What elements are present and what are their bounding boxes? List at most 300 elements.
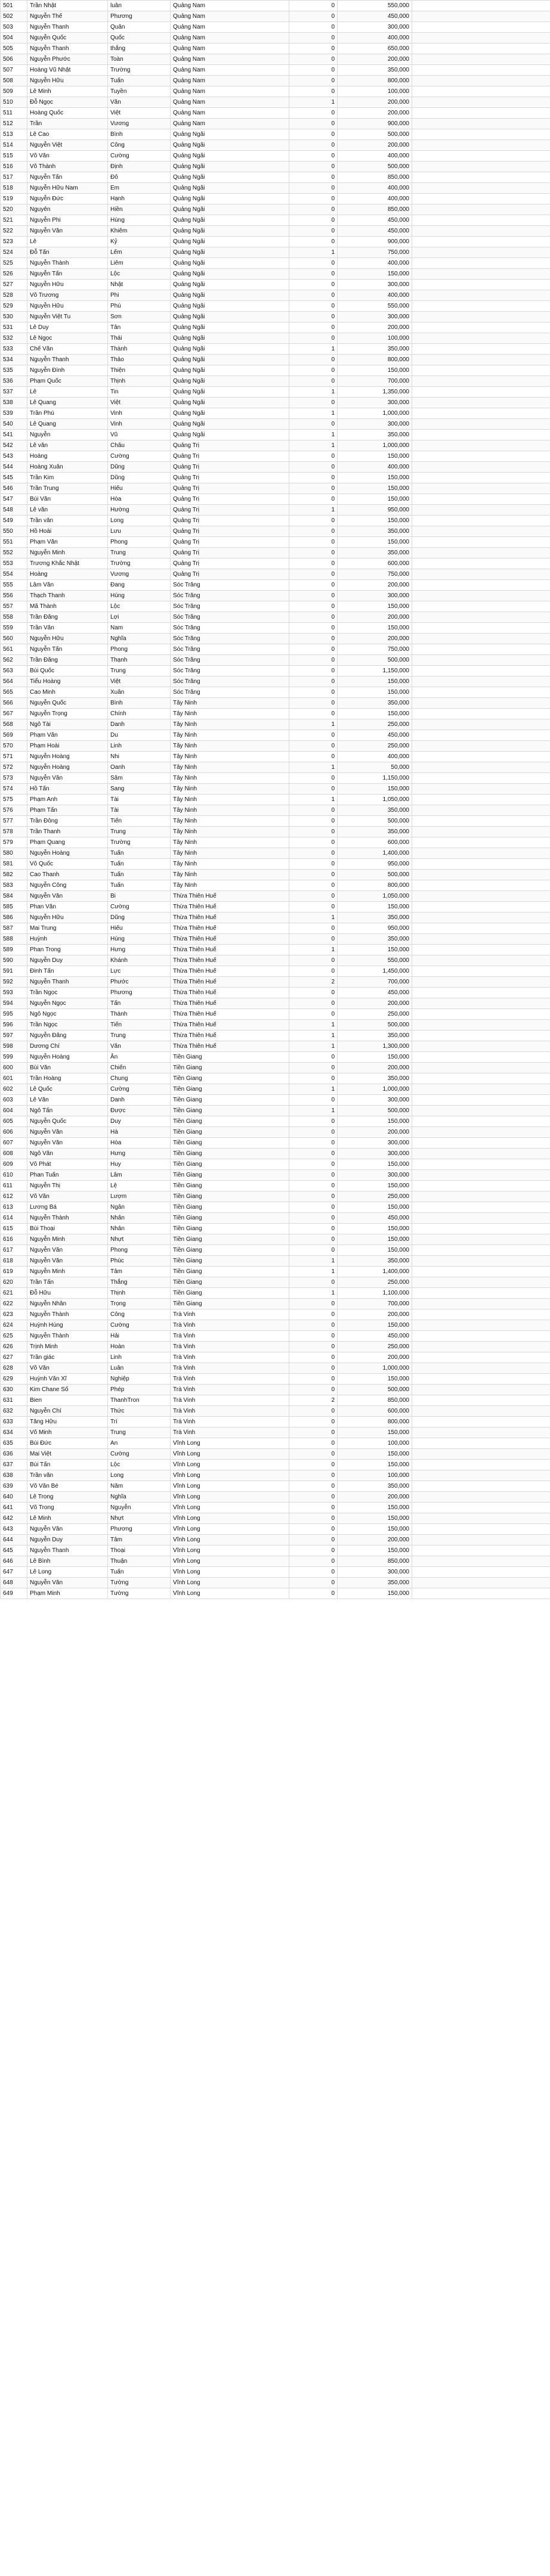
cell-tinh: Quảng Ngãi (171, 365, 289, 376)
cell-ten: Nghĩa (108, 1492, 171, 1503)
cell-empty (412, 762, 550, 773)
cell-so-luong: 1 (289, 945, 338, 955)
cell-stt: 550 (1, 526, 27, 537)
cell-so-tien: 350,000 (338, 827, 412, 837)
cell-empty (412, 1041, 550, 1052)
table-row (1, 290, 550, 301)
cell-ten: Tâm (108, 1267, 171, 1277)
cell-stt: 617 (1, 1245, 27, 1256)
cell-ho-dem: Trương Khắc Nhật (27, 558, 108, 569)
cell-stt: 505 (1, 44, 27, 54)
cell-so-tien: 850,000 (338, 172, 412, 183)
cell-tinh: Tiền Giang (171, 1213, 289, 1224)
cell-ten: Chính (108, 709, 171, 719)
cell-stt: 521 (1, 215, 27, 226)
cell-empty (412, 580, 550, 591)
cell-tinh: Quảng Ngãi (171, 430, 289, 440)
cell-tinh: Trà Vinh (171, 1406, 289, 1417)
table-row (1, 1116, 550, 1127)
cell-so-luong: 0 (289, 569, 338, 580)
cell-so-luong: 0 (289, 859, 338, 870)
cell-empty (412, 387, 550, 398)
cell-tinh: Quảng Nam (171, 54, 289, 65)
cell-ten: Lệ (108, 1181, 171, 1191)
cell-ten: Hòa (108, 1138, 171, 1149)
cell-ho-dem: Phạm Anh (27, 794, 108, 805)
table-row (1, 580, 550, 591)
table-row (1, 1181, 550, 1191)
cell-ho-dem: Ngô Tài (27, 719, 108, 730)
cell-tinh: Quảng Nam (171, 65, 289, 76)
table-row (1, 1288, 550, 1299)
cell-so-luong: 0 (289, 1320, 338, 1331)
cell-tinh: Thừa Thiên Huế (171, 945, 289, 955)
cell-so-tien: 400,000 (338, 33, 412, 44)
cell-tinh: Sóc Trăng (171, 580, 289, 591)
cell-stt: 639 (1, 1481, 27, 1492)
table-row (1, 172, 550, 183)
table-row (1, 247, 550, 258)
table-row (1, 237, 550, 247)
table-row (1, 505, 550, 516)
cell-so-luong: 0 (289, 1, 338, 11)
cell-ten: Văn (108, 97, 171, 108)
cell-ten: Trí (108, 1417, 171, 1427)
cell-stt: 527 (1, 280, 27, 290)
cell-so-luong: 0 (289, 1202, 338, 1213)
cell-stt: 564 (1, 676, 27, 687)
cell-stt: 574 (1, 784, 27, 794)
cell-so-luong: 0 (289, 837, 338, 848)
cell-so-luong: 0 (289, 1513, 338, 1524)
table-row (1, 398, 550, 408)
cell-so-luong: 0 (289, 33, 338, 44)
cell-empty (412, 1202, 550, 1213)
cell-tinh: Quảng Ngãi (171, 322, 289, 333)
cell-ho-dem: Trần Tấn (27, 1277, 108, 1288)
cell-so-tien: 950,000 (338, 505, 412, 516)
cell-so-luong: 0 (289, 1224, 338, 1234)
table-row (1, 129, 550, 140)
cell-so-tien: 400,000 (338, 194, 412, 204)
cell-stt: 545 (1, 473, 27, 483)
cell-so-luong: 1 (289, 97, 338, 108)
cell-empty (412, 859, 550, 870)
cell-stt: 596 (1, 1020, 27, 1031)
cell-so-tien: 750,000 (338, 247, 412, 258)
cell-stt: 619 (1, 1267, 27, 1277)
cell-so-tien: 300,000 (338, 1170, 412, 1181)
cell-so-luong: 2 (289, 1395, 338, 1406)
cell-stt: 632 (1, 1406, 27, 1417)
cell-empty (412, 1460, 550, 1470)
cell-empty (412, 1288, 550, 1299)
cell-tinh: Tây Ninh (171, 827, 289, 837)
cell-so-luong: 0 (289, 623, 338, 634)
cell-so-tien: 350,000 (338, 526, 412, 537)
cell-ho-dem: Ngô Tấn (27, 1106, 108, 1116)
cell-so-luong: 0 (289, 548, 338, 558)
table-row (1, 784, 550, 794)
cell-stt: 572 (1, 762, 27, 773)
cell-tinh: Vĩnh Long (171, 1567, 289, 1578)
cell-tinh: Tiền Giang (171, 1159, 289, 1170)
cell-so-luong: 0 (289, 709, 338, 719)
cell-ho-dem: Đỗ Ngọc (27, 97, 108, 108)
cell-ho-dem: Nguyễn Tấn (27, 172, 108, 183)
cell-ten: Nghiệp (108, 1374, 171, 1385)
cell-tinh: Quảng Trị (171, 494, 289, 505)
cell-so-tien: 700,000 (338, 1299, 412, 1309)
cell-tinh: Quảng Nam (171, 97, 289, 108)
cell-so-tien: 900,000 (338, 119, 412, 129)
cell-ho-dem: Lê Bình (27, 1556, 108, 1567)
table-row (1, 1427, 550, 1438)
cell-stt: 517 (1, 172, 27, 183)
cell-stt: 618 (1, 1256, 27, 1267)
cell-stt: 581 (1, 859, 27, 870)
cell-so-tien: 150,000 (338, 1449, 412, 1460)
cell-so-tien: 350,000 (338, 65, 412, 76)
cell-so-luong: 0 (289, 1116, 338, 1127)
cell-ten: thắng (108, 44, 171, 54)
cell-stt: 649 (1, 1588, 27, 1599)
cell-so-tien: 350,000 (338, 1578, 412, 1588)
cell-so-luong: 0 (289, 333, 338, 344)
table-row (1, 65, 550, 76)
cell-empty (412, 1073, 550, 1084)
cell-empty (412, 129, 550, 140)
cell-ho-dem: Lê Quang (27, 398, 108, 408)
cell-so-luong: 0 (289, 537, 338, 548)
table-row (1, 623, 550, 634)
table-row (1, 827, 550, 837)
cell-so-tien: 250,000 (338, 1009, 412, 1020)
cell-so-luong: 0 (289, 162, 338, 172)
cell-empty (412, 1513, 550, 1524)
cell-ho-dem: Nguyễn Quốc (27, 698, 108, 709)
cell-stt: 573 (1, 773, 27, 784)
cell-ho-dem: Bùi Quốc (27, 666, 108, 676)
cell-so-tien: 300,000 (338, 1567, 412, 1578)
cell-so-luong: 0 (289, 752, 338, 762)
cell-so-luong: 0 (289, 870, 338, 880)
cell-tinh: Tiền Giang (171, 1127, 289, 1138)
cell-ho-dem: Nguyễn Quốc (27, 33, 108, 44)
cell-ho-dem: Nguyễn Tấn (27, 644, 108, 655)
cell-so-tien: 450,000 (338, 226, 412, 237)
table-row (1, 1320, 550, 1331)
cell-ten: Phú (108, 301, 171, 312)
cell-ho-dem: Nguyễn Thanh (27, 355, 108, 365)
cell-empty (412, 784, 550, 794)
cell-stt: 547 (1, 494, 27, 505)
cell-empty (412, 494, 550, 505)
cell-ho-dem: Nguyễn Thành (27, 258, 108, 269)
cell-tinh: Sóc Trăng (171, 687, 289, 698)
cell-ten: Tuấn (108, 880, 171, 891)
cell-ten: Kỷ (108, 237, 171, 247)
cell-tinh: Tây Ninh (171, 816, 289, 827)
cell-ho-dem: Thạch Thanh (27, 591, 108, 601)
cell-stt: 557 (1, 601, 27, 612)
cell-so-tien: 300,000 (338, 1095, 412, 1106)
cell-empty (412, 1170, 550, 1181)
table-row (1, 1492, 550, 1503)
cell-so-tien: 150,000 (338, 1320, 412, 1331)
cell-ho-dem: Nguyễn Thị (27, 1181, 108, 1191)
cell-stt: 502 (1, 11, 27, 22)
cell-so-luong: 0 (289, 483, 338, 494)
cell-so-tien: 200,000 (338, 612, 412, 623)
cell-ten: luân (108, 1, 171, 11)
cell-ho-dem: Mã Thành (27, 601, 108, 612)
cell-ho-dem: Nguyễn Duy (27, 955, 108, 966)
cell-stt: 641 (1, 1503, 27, 1513)
cell-ho-dem: Trịnh Minh (27, 1342, 108, 1352)
table-row (1, 1, 550, 11)
table-row (1, 451, 550, 462)
cell-so-tien: 250,000 (338, 1342, 412, 1352)
cell-stt: 520 (1, 204, 27, 215)
cell-tinh: Quảng Trị (171, 548, 289, 558)
cell-so-luong: 0 (289, 140, 338, 151)
cell-ho-dem: Trần Hoàng (27, 1073, 108, 1084)
cell-stt: 621 (1, 1288, 27, 1299)
cell-stt: 593 (1, 988, 27, 998)
table-row (1, 848, 550, 859)
table-row (1, 1524, 550, 1535)
cell-empty (412, 1331, 550, 1342)
table-row (1, 355, 550, 365)
cell-ho-dem: Bùi Văn (27, 1063, 108, 1073)
cell-stt: 637 (1, 1460, 27, 1470)
cell-empty (412, 902, 550, 913)
cell-ten: Thành (108, 344, 171, 355)
cell-so-luong: 0 (289, 1588, 338, 1599)
cell-ten: Trung (108, 548, 171, 558)
cell-ten: Phong (108, 537, 171, 548)
cell-stt: 542 (1, 440, 27, 451)
cell-empty (412, 966, 550, 977)
cell-so-tien: 500,000 (338, 1020, 412, 1031)
cell-ten: Chiến (108, 1063, 171, 1073)
cell-stt: 592 (1, 977, 27, 988)
cell-so-tien: 500,000 (338, 162, 412, 172)
cell-so-tien: 200,000 (338, 97, 412, 108)
cell-empty (412, 280, 550, 290)
cell-so-tien: 650,000 (338, 44, 412, 54)
cell-so-luong: 1 (289, 505, 338, 516)
cell-so-luong: 0 (289, 1138, 338, 1149)
cell-stt: 603 (1, 1095, 27, 1106)
cell-empty (412, 644, 550, 655)
cell-so-tien: 1,000,000 (338, 1084, 412, 1095)
table-row (1, 902, 550, 913)
cell-stt: 501 (1, 1, 27, 11)
cell-empty (412, 1535, 550, 1545)
cell-empty (412, 1245, 550, 1256)
cell-so-tien: 150,000 (338, 601, 412, 612)
cell-empty (412, 709, 550, 719)
table-row (1, 108, 550, 119)
cell-ten: Vinh (108, 419, 171, 430)
cell-ten: Nguyễn (108, 1503, 171, 1513)
cell-ho-dem: Ngô Ngọc (27, 1009, 108, 1020)
cell-so-tien: 400,000 (338, 183, 412, 194)
cell-ho-dem: Bùi Đức (27, 1438, 108, 1449)
cell-so-tien: 150,000 (338, 269, 412, 280)
cell-so-tien: 800,000 (338, 355, 412, 365)
cell-stt: 643 (1, 1524, 27, 1535)
cell-ho-dem: Phạm Văn (27, 537, 108, 548)
cell-so-tien: 850,000 (338, 1395, 412, 1406)
cell-tinh: Sóc Trăng (171, 591, 289, 601)
table-row (1, 558, 550, 569)
cell-stt: 640 (1, 1492, 27, 1503)
table-row (1, 998, 550, 1009)
cell-empty (412, 119, 550, 129)
cell-ho-dem: Nguyễn Văn (27, 1256, 108, 1267)
cell-so-luong: 0 (289, 86, 338, 97)
cell-empty (412, 1267, 550, 1277)
cell-so-luong: 0 (289, 891, 338, 902)
table-row (1, 494, 550, 505)
cell-so-luong: 0 (289, 1578, 338, 1588)
cell-ho-dem: Trần văn (27, 516, 108, 526)
cell-ho-dem: Bùi Thoại (27, 1224, 108, 1234)
cell-tinh: Vĩnh Long (171, 1556, 289, 1567)
table-row (1, 1191, 550, 1202)
cell-so-tien: 150,000 (338, 1116, 412, 1127)
table-row (1, 44, 550, 54)
cell-ten: Nhật (108, 280, 171, 290)
cell-ten: Cường (108, 451, 171, 462)
cell-so-luong: 0 (289, 11, 338, 22)
cell-ten: Oanh (108, 762, 171, 773)
cell-so-luong: 0 (289, 1481, 338, 1492)
cell-stt: 570 (1, 741, 27, 752)
cell-ho-dem: Lê Duy (27, 322, 108, 333)
cell-stt: 605 (1, 1116, 27, 1127)
table-row (1, 1106, 550, 1116)
table-row (1, 548, 550, 558)
cell-tinh: Sóc Trăng (171, 612, 289, 623)
cell-so-luong: 0 (289, 1073, 338, 1084)
cell-so-luong: 0 (289, 280, 338, 290)
cell-tinh: Quảng Ngãi (171, 269, 289, 280)
cell-ho-dem: Nguyễn Duy (27, 1535, 108, 1545)
cell-tinh: Quảng Ngãi (171, 376, 289, 387)
cell-stt: 560 (1, 634, 27, 644)
cell-stt: 551 (1, 537, 27, 548)
cell-ho-dem: Nguyễn Văn (27, 1524, 108, 1535)
cell-ho-dem: Phan Trong (27, 945, 108, 955)
cell-ho-dem: Lê Minh (27, 86, 108, 97)
cell-empty (412, 516, 550, 526)
cell-empty (412, 1449, 550, 1460)
cell-ho-dem: Lê (27, 237, 108, 247)
cell-stt: 555 (1, 580, 27, 591)
cell-stt: 631 (1, 1395, 27, 1406)
cell-empty (412, 741, 550, 752)
cell-so-tien: 950,000 (338, 859, 412, 870)
table-row (1, 1127, 550, 1138)
cell-so-tien: 100,000 (338, 86, 412, 97)
cell-ho-dem: Cao Thanh (27, 870, 108, 880)
cell-so-tien: 150,000 (338, 1181, 412, 1191)
cell-empty (412, 172, 550, 183)
table-row (1, 1578, 550, 1588)
cell-ten: Tường (108, 1588, 171, 1599)
cell-ten: Tin (108, 387, 171, 398)
table-row (1, 1309, 550, 1320)
cell-ho-dem: Nguyễn Hoàng (27, 1052, 108, 1063)
cell-ten: Dũng (108, 913, 171, 923)
cell-stt: 516 (1, 162, 27, 172)
cell-so-luong: 0 (289, 1191, 338, 1202)
table-row (1, 805, 550, 816)
cell-ten: Tuấn (108, 1567, 171, 1578)
cell-so-luong: 0 (289, 237, 338, 247)
cell-empty (412, 934, 550, 945)
cell-tinh: Thừa Thiên Huế (171, 1041, 289, 1052)
cell-so-luong: 0 (289, 1127, 338, 1138)
cell-so-tien: 300,000 (338, 419, 412, 430)
table-row (1, 945, 550, 955)
cell-so-luong: 0 (289, 741, 338, 752)
cell-ten: Phép (108, 1385, 171, 1395)
cell-tinh: Tây Ninh (171, 848, 289, 859)
cell-tinh: Tây Ninh (171, 741, 289, 752)
cell-so-luong: 0 (289, 1535, 338, 1545)
table-row (1, 1138, 550, 1149)
cell-tinh: Quảng Trị (171, 537, 289, 548)
cell-tinh: Quảng Ngãi (171, 194, 289, 204)
table-row (1, 1342, 550, 1352)
cell-so-tien: 250,000 (338, 719, 412, 730)
cell-so-tien: 150,000 (338, 1052, 412, 1063)
cell-so-tien: 350,000 (338, 698, 412, 709)
cell-empty (412, 870, 550, 880)
table-row (1, 387, 550, 398)
cell-ho-dem: Trần Ngọc (27, 1020, 108, 1031)
cell-ho-dem: Nguyễn Thanh (27, 977, 108, 988)
cell-tinh: Thừa Thiên Huế (171, 913, 289, 923)
cell-so-luong: 0 (289, 1234, 338, 1245)
cell-ten: Vương (108, 119, 171, 129)
cell-so-tien: 500,000 (338, 870, 412, 880)
cell-so-tien: 150,000 (338, 365, 412, 376)
table-row (1, 1545, 550, 1556)
cell-ho-dem: Trần Thanh (27, 827, 108, 837)
cell-stt: 571 (1, 752, 27, 762)
cell-stt: 554 (1, 569, 27, 580)
cell-tinh: Tiền Giang (171, 1299, 289, 1309)
cell-stt: 549 (1, 516, 27, 526)
cell-tinh: Tiền Giang (171, 1234, 289, 1245)
cell-ho-dem: Võ Thành (27, 162, 108, 172)
table-row (1, 1481, 550, 1492)
cell-ho-dem: Nguyễn Hữu (27, 634, 108, 644)
cell-so-tien: 450,000 (338, 730, 412, 741)
cell-stt: 620 (1, 1277, 27, 1288)
cell-so-luong: 0 (289, 580, 338, 591)
cell-so-luong: 0 (289, 902, 338, 913)
cell-so-tien: 1,050,000 (338, 794, 412, 805)
cell-tinh: Vĩnh Long (171, 1513, 289, 1524)
cell-ten: Thạnh (108, 655, 171, 666)
